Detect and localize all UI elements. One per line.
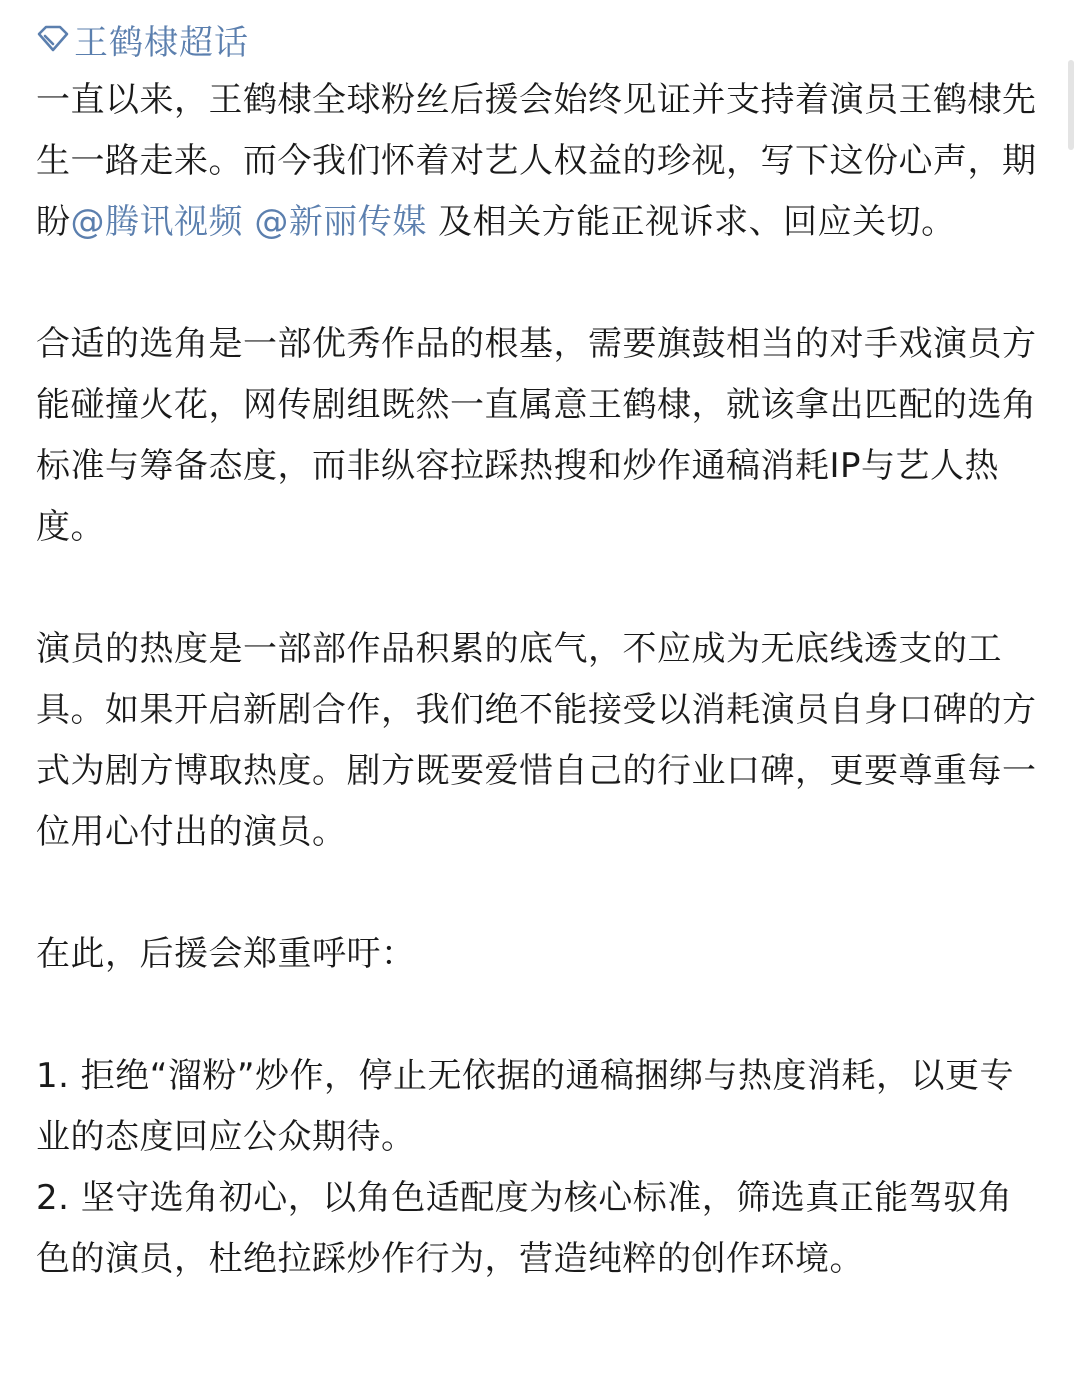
weibo-post <box>36 14 1046 1290</box>
mention-tencent-video[interactable]: @腾讯视频 <box>70 202 243 242</box>
paragraph-gap <box>36 863 1046 924</box>
paragraph-casting: 合适的选角是一部优秀作品的根基，需要旗鼓相当的对手戏演员方能碰撞火花，网传剧组既然一直属意王鹤棣，就该拿出匹配的选角标准与筹备态度，而非纵容拉踩热搜和炒作通稿消耗IP与艺人热度。 <box>36 324 1037 547</box>
super-topic-diamond-icon <box>36 25 70 53</box>
intro-text-end: 及相关方能正视诉求、回应关切。 <box>426 202 956 242</box>
paragraph-gap <box>36 985 1046 1046</box>
intro-text: 一直以来，王鹤棣全球粉丝后援会始终见证并支持着演员王鹤棣先生一路走来。而今我们怀着对艺人权益的珍视，写下这份心声，期盼 <box>36 80 1037 242</box>
paragraph-gap <box>36 253 1046 314</box>
super-topic-link[interactable] <box>36 14 1046 64</box>
list-item: 1. 拒绝“溜粉”炒作，停止无依据的通稿捆绑与热度消耗，以更专业的态度回应公众期待。 <box>36 1056 1014 1157</box>
mention-xinli-media[interactable]: @新丽传媒 <box>254 202 427 242</box>
paragraph-intro <box>36 70 1046 253</box>
paragraph-appeal: 在此，后援会郑重呼吁： <box>36 934 416 974</box>
paragraph-popularity: 演员的热度是一部部作品积累的底气，不应成为无底线透支的工具。如果开启新剧合作，我们绝不能接受以消耗演员自身口碑的方式为剧方博取热度。剧方既要爱惜自己的行业口碑，更要尊重每一位用心付出的演员。 <box>36 629 1037 852</box>
list-item: 2. 坚守选角初心，以角色适配度为核心标准，筛选真正能驾驭角色的演员，杜绝拉踩炒作行为，营造纯粹的创作环境。 <box>36 1178 1013 1279</box>
paragraph-gap <box>36 558 1046 619</box>
super-topic-label[interactable]: 王鹤棣超话 <box>74 22 249 63</box>
scrollbar[interactable] <box>1068 60 1074 150</box>
